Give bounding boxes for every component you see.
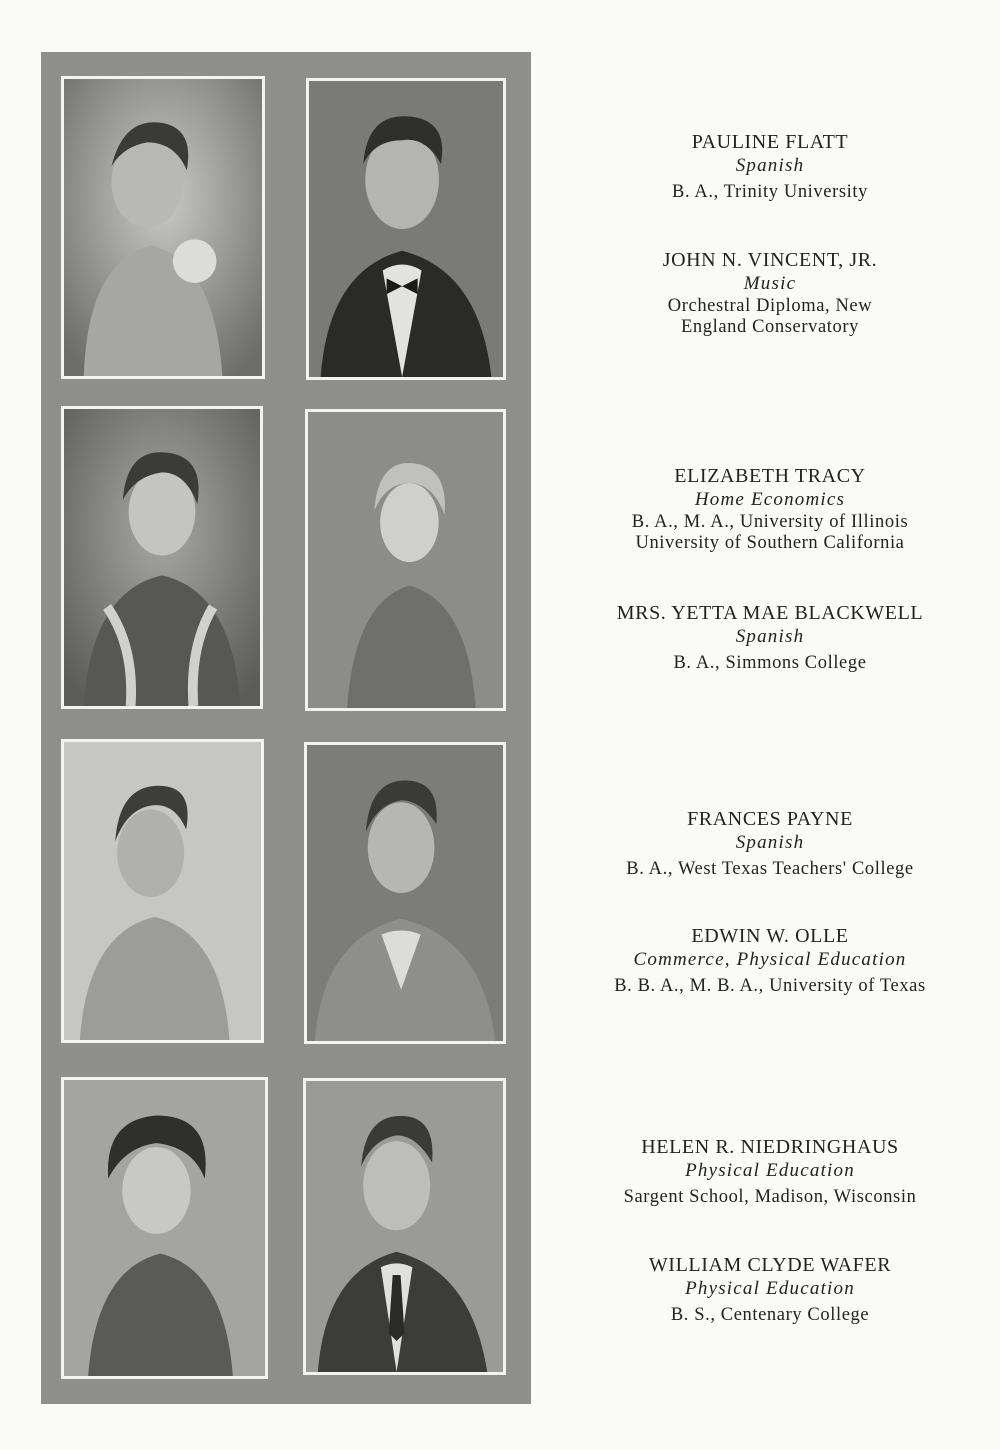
- faculty-subject: Home Economics: [694, 489, 846, 510]
- portrait-photo-woman: [305, 409, 506, 711]
- faculty-name: FRANCES PAYNE: [687, 808, 853, 830]
- faculty-name: WILLIAM CLYDE WAFER: [648, 1254, 892, 1276]
- faculty-entry: [580, 807, 960, 880]
- faculty-subject: Physical Education: [685, 1160, 855, 1181]
- faculty-name: JOHN N. VINCENT, JR.: [662, 249, 878, 271]
- faculty-name: PAULINE FLATT: [691, 131, 849, 153]
- faculty-degree: Sargent School, Madison, Wisconsin: [623, 1187, 917, 1207]
- faculty-entry: [580, 1253, 960, 1326]
- portrait-photo-woman: [61, 76, 265, 379]
- faculty-entry: [580, 248, 960, 338]
- faculty-name: HELEN R. NIEDRINGHAUS: [641, 1136, 899, 1158]
- faculty-degree: B. S., Centenary College: [670, 1305, 870, 1325]
- faculty-subject: Music: [743, 273, 797, 294]
- faculty-degree: B. A., West Texas Teachers' College: [626, 859, 914, 879]
- faculty-name: MRS. YETTA MAE BLACKWELL: [616, 602, 924, 624]
- portrait-photo-man: [303, 1078, 506, 1375]
- faculty-entry: [580, 924, 960, 997]
- faculty-entry: [580, 464, 960, 554]
- portrait-photo-woman: [61, 1077, 268, 1379]
- faculty-subject: Physical Education: [685, 1278, 855, 1299]
- faculty-degree: B. A., Trinity University: [672, 182, 868, 202]
- faculty-degree: University of Southern California: [635, 533, 905, 553]
- faculty-degree: England Conservatory: [681, 317, 859, 337]
- faculty-entry: [580, 130, 960, 203]
- faculty-entry: [580, 601, 960, 674]
- faculty-name: EDWIN W. OLLE: [691, 925, 849, 947]
- portrait-photo-man: [306, 78, 506, 380]
- faculty-degree: Orchestral Diploma, New: [667, 296, 873, 316]
- faculty-subject: Spanish: [735, 626, 805, 647]
- faculty-degree: B. A., M. A., University of Illinois: [631, 512, 909, 532]
- faculty-degree: B. B. A., M. B. A., University of Texas: [614, 976, 926, 996]
- faculty-subject: Commerce, Physical Education: [633, 949, 907, 970]
- faculty-degree: B. A., Simmons College: [673, 653, 867, 673]
- faculty-entry: [580, 1135, 960, 1208]
- portrait-photo-woman: [61, 739, 264, 1043]
- faculty-name: ELIZABETH TRACY: [674, 465, 866, 487]
- portrait-photo-woman: [61, 406, 263, 709]
- portrait-photo-man: [304, 742, 506, 1044]
- faculty-subject: Spanish: [735, 155, 805, 176]
- faculty-subject: Spanish: [735, 832, 805, 853]
